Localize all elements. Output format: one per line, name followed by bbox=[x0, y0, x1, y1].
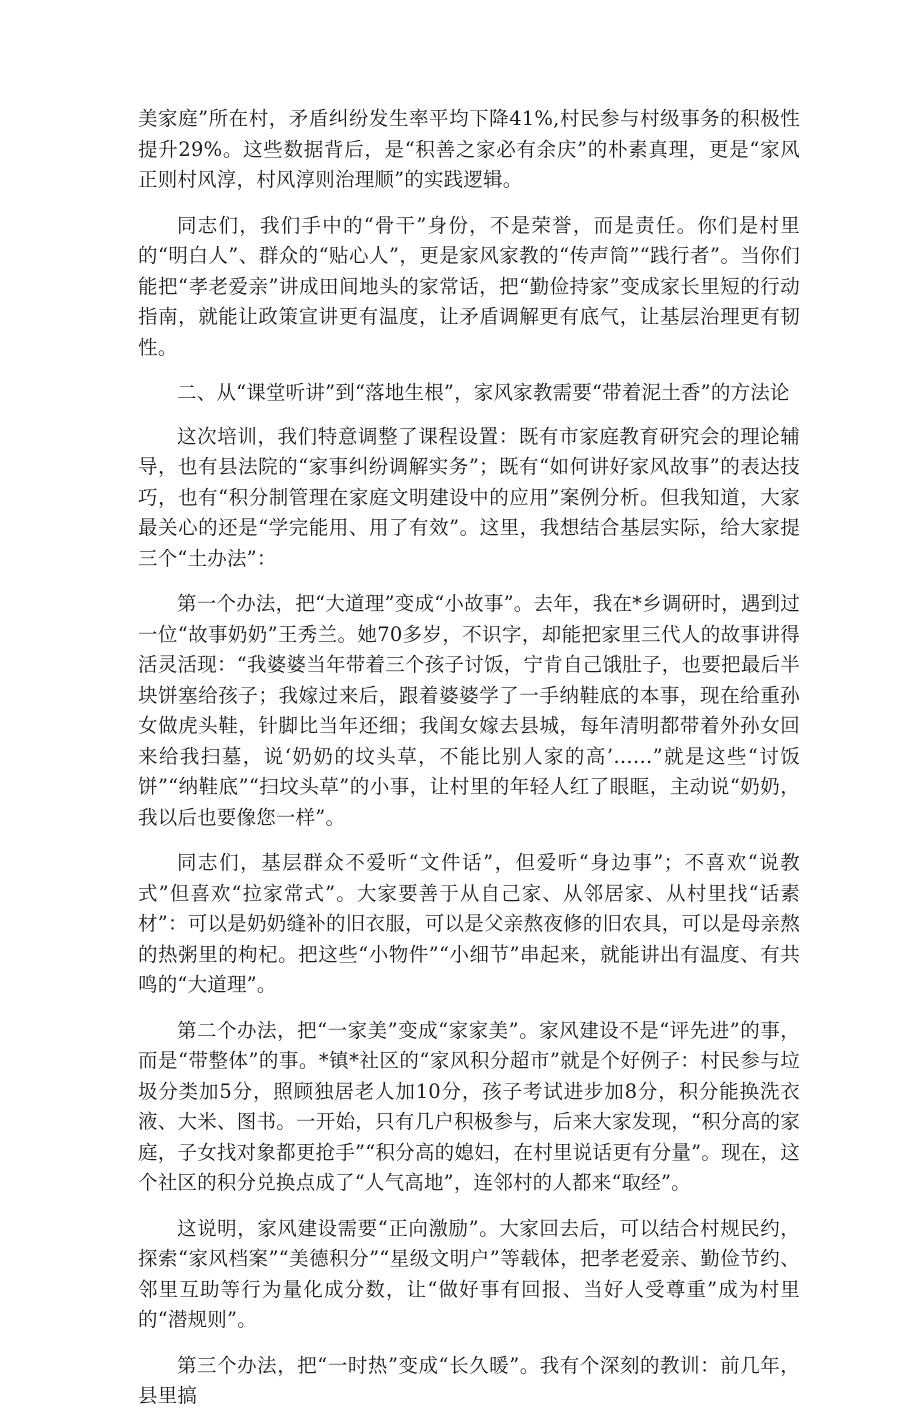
paragraph-6: 同志们，基层群众不爱听“文件话”，但爱听“身边事”；不喜欢“说教式”但喜欢“拉家常式”。大家要善于从自己家、从邻居家、从村里找“话素材”：可以是奶奶缝补的旧衣服，可以是父亲熬夜修的旧农具，可以是母亲熬的热粥里的枸杞。把这些“小物件”“小细节”串起来，就能讲出有温度、有共鸣的“大道理”。 bbox=[138, 851, 800, 996]
paragraph-1: 美家庭”所在村，矛盾纠纷发生率平均下降41%,村民参与村级事务的积极性提升29%。这些数据背后，是“积善之家必有余庆”的朴素真理，更是“家风正则村风淳，村风淳则治理顺”的实践逻辑。 bbox=[138, 107, 800, 191]
paragraph-5: 第一个办法，把“大道理”变成“小故事”。去年，我在*乡调研时，遇到过一位“故事奶奶”王秀兰。她70多岁，不识字，却能把家里三代人的故事讲得活灵活现：“我婆婆当年带着三个孩子讨饭，宁肯自己饿肚子，也要把最后半块饼塞给孩子；我嫁过来后，跟着婆婆学了一手纳鞋底的本事，现在给重孙女做虎头鞋，针脚比当年还细；我闺女嫁去县城，每年清明都带着外孙女回来给我扫墓，说‘奶奶的坟头草，不能比别人家的高’……”就是这些“讨饭饼”“纳鞋底”“扫坟头草”的小事，让村里的年轻人红了眼眶，主动说“奶奶，我以后也要像您一样”。 bbox=[138, 592, 800, 829]
paragraph-7: 第二个办法，把“一家美”变成“家家美”。家风建设不是“评先进”的事，而是“带整体”的事。*镇*社区的“家风积分超市”就是个好例子：村民参与垃圾分类加5分，照顾独居老人加10分，孩子考试进步加8分，积分能换洗衣液、大米、图书。一开始，只有几户积极参与，后来大家发现，“积分高的家庭，子女找对象都更抢手”“积分高的媳妇，在村里说话更有分量”。现在，这个社区的积分兑换点成了“人气高地”，连邻村的人都来“取经”。 bbox=[138, 1018, 800, 1194]
section-heading-2: 二、从“课堂听讲”到“落地生根”，家风家教需要“带着泥土香”的方法论 bbox=[177, 381, 790, 404]
paragraph-2: 同志们，我们手中的“骨干”身份，不是荣誉，而是责任。你们是村里的“明白人”、群众的“贴心人”，更是家风家教的“传声筒”“践行者”。当你们能把“孝老爱亲”讲成田间地头的家常话，把“勤俭持家”变成家长里短的行动指南，就能让政策宣讲更有温度，让矛盾调解更有底气，让基层治理更有韧性。 bbox=[138, 213, 800, 359]
paragraph-4: 这次培训，我们特意调整了课程设置：既有市家庭教育研究会的理论辅导，也有县法院的“家事纠纷调解实务”；既有“如何讲好家风故事”的表达技巧，也有“积分制管理在家庭文明建设中的应用”案例分析。但我知道，大家最关心的还是“学完能用、用了有效”。这里，我想结合基层实际，给大家提三个“土办法”： bbox=[138, 424, 800, 570]
document-page bbox=[138, 104, 800, 1427]
paragraph-8: 这说明，家风建设需要“正向激励”。大家回去后，可以结合村规民约，探索“家风档案”“美德积分”“星级文明户”等载体，把孝老爱亲、勤俭节约、邻里互助等行为量化成分数，让“做好事有回报、当好人受尊重”成为村里的“潜规则”。 bbox=[138, 1216, 800, 1331]
paragraph-9: 第三个办法，把“一时热”变成“长久暖”。我有个深刻的教训：前几年，县里搞 bbox=[138, 1353, 800, 1407]
